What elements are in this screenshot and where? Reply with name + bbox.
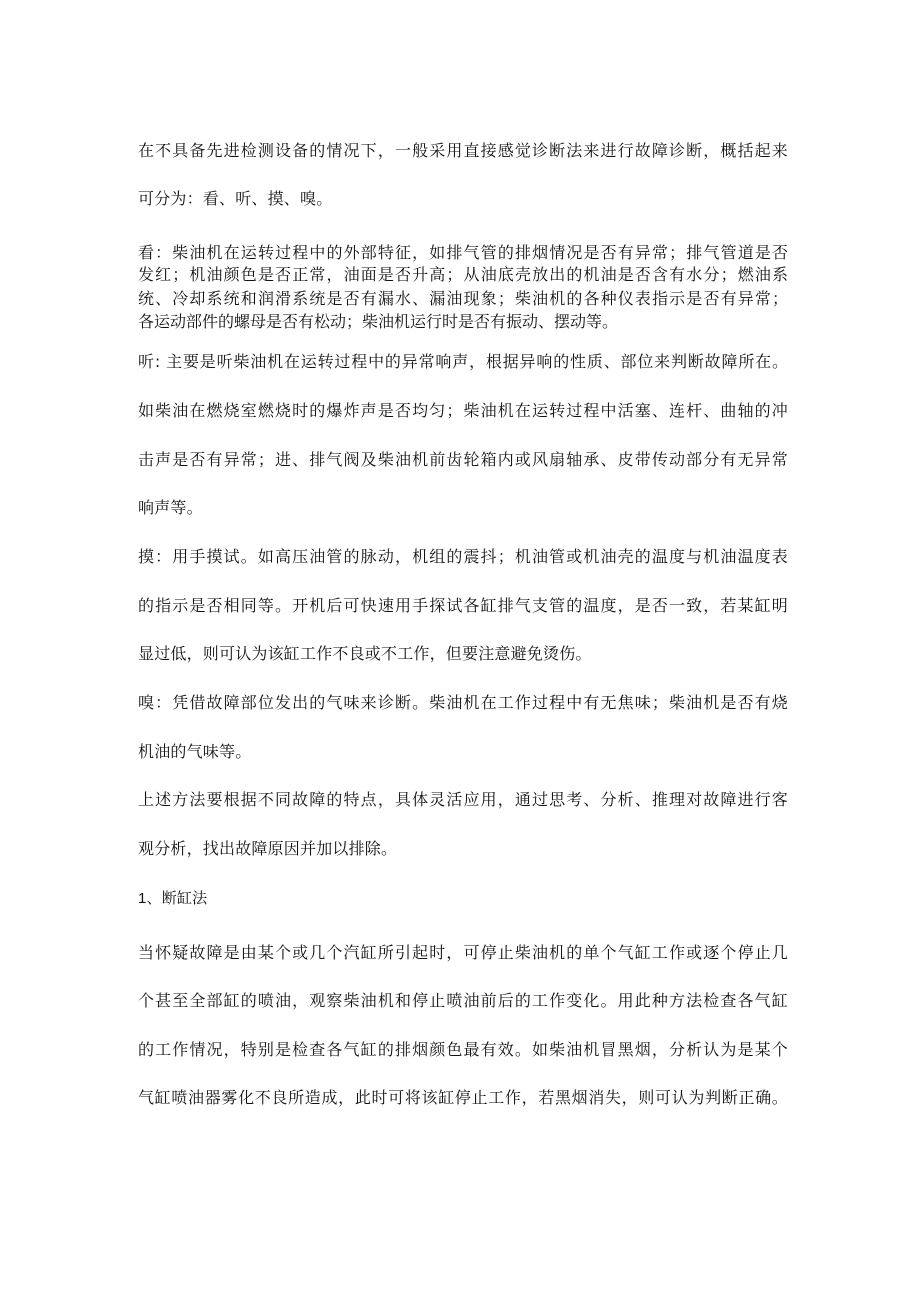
section-1-line-1: 当怀疑故障是由某个或几个汽缸所引起时，可停止柴油机的单个气缸工作或逐个停止几 <box>138 943 788 962</box>
listen-line-4: 响声等。 <box>138 498 203 517</box>
touch-line-1: 摸：用手摸试。如高压油管的脉动，机组的震抖；机油管或机油壳的温度与机油温度表 <box>138 547 788 566</box>
look-line-4: 各运动部件的螺母是否有松动；柴油机运行时是否有振动、摆动等。 <box>138 312 619 331</box>
touch-line-3: 显过低，则可认为该缸工作不良或不工作，但要注意避免烫伤。 <box>138 644 592 663</box>
smell-line-1: 嗅：凭借故障部位发出的气味来诊断。柴油机在工作过程中有无焦味；柴油机是否有烧 <box>138 693 788 712</box>
listen-line-2: 如柴油在燃烧室燃烧时的爆炸声是否均匀；柴油机在运转过程中活塞、连杆、曲轴的冲 <box>138 401 788 420</box>
summary-line-1: 上述方法要根据不同故障的特点，具体灵活应用，通过思考、分析、推理对故障进行客 <box>138 790 788 809</box>
section-1-line-2: 个甚至全部缸的喷油，观察柴油机和停止喷油前后的工作变化。用此种方法检查各气缸 <box>138 991 788 1010</box>
section-1-line-4: 气缸喷油器雾化不良所造成，此时可将该缸停止工作，若黑烟消失，则可认为判断正确。 <box>138 1088 788 1107</box>
listen-line-1: 听: 主要是听柴油机在运转过程中的异常响声，根据异响的性质、部位来判断故障所在。 <box>138 352 788 371</box>
listen-line-3: 击声是否有异常；进、排气阀及柴油机前齿轮箱内或风扇轴承、皮带传动部分有无异常 <box>138 450 788 469</box>
section-1-line-3: 的工作情况，特别是检查各气缸的排烟颜色最有效。如柴油机冒黑烟，分析认为是某个 <box>138 1040 788 1059</box>
smell-line-2: 机油的气味等。 <box>138 742 252 761</box>
look-line-3: 统、冷却系统和润滑系统是否有漏水、漏油现象；柴油机的各种仪表指示是否有异常； <box>138 289 788 308</box>
touch-line-2: 的指示是否相同等。开机后可快速用手探试各缸排气支管的温度，是否一致，若某缸明 <box>138 596 788 615</box>
intro-line-2: 可分为：看、听、摸、嗅。 <box>138 189 333 208</box>
intro-line-1: 在不具备先进检测设备的情况下，一般采用直接感觉诊断法来进行故障诊断，概括起来 <box>138 141 788 160</box>
look-line-2: 发红；机油颜色是否正常，油面是否升高；从油底壳放出的机油是否含有水分；燃油系 <box>138 265 788 284</box>
summary-line-2: 观分析，找出故障原因并加以排除。 <box>138 839 398 858</box>
section-1-title: 1、断缸法 <box>138 890 208 907</box>
look-line-1: 看：柴油机在运转过程中的外部特征，如排气管的排烟情况是否有异常；排气管道是否 <box>138 243 788 262</box>
